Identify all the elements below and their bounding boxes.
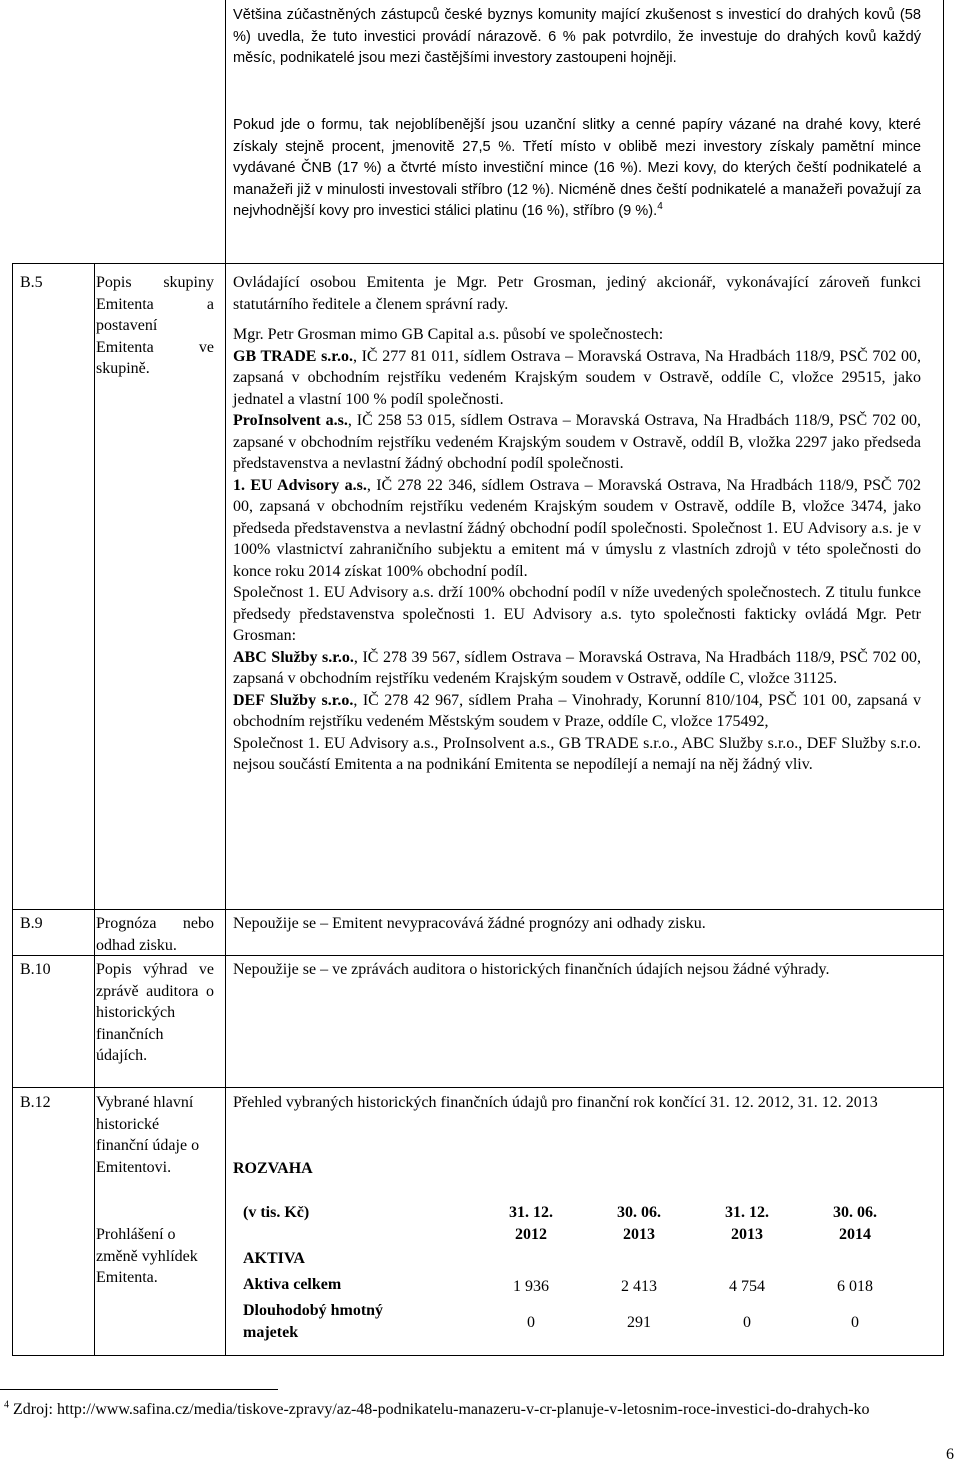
page-number: 6 xyxy=(946,1446,954,1463)
border-row-b5 xyxy=(12,263,944,264)
table-col-header-4: 30. 06. 2014 xyxy=(833,1204,877,1243)
table-row-label-dlouhodoby-majetek: Dlouhodobý hmotný majetek xyxy=(243,1302,384,1341)
border-left-outer xyxy=(12,263,13,1356)
border-right xyxy=(943,0,944,1356)
financial-table xyxy=(243,1200,923,1350)
b5-subsidiaries-intro: Společnost 1. EU Advisory a.s. drží 100% obchodní podíl v níže uvedených společnostech. Z titulu funkce předsedy představenstva společnosti 1. EU Advisory a.s. tyto společnosti fakticky ovládá Mgr. Petr Grosman: xyxy=(233,584,921,644)
section-id-b12: B.12 xyxy=(20,1094,51,1111)
table-cell: 0 xyxy=(527,1314,535,1331)
table-cell: 4 754 xyxy=(729,1278,765,1295)
section-title-b12: Vybrané hlavní historické finanční údaje o Emitentovi. xyxy=(96,1094,200,1176)
intro-paragraph-2 xyxy=(233,115,921,223)
border-left-content xyxy=(225,0,226,263)
footnote xyxy=(4,1399,934,1421)
table-col-header-2: 30. 06. 2013 xyxy=(617,1204,661,1243)
section-id-b10: B.10 xyxy=(20,961,51,978)
table-row-label-aktiva-celkem: Aktiva celkem xyxy=(243,1276,342,1293)
table-cell: 2 413 xyxy=(621,1278,657,1295)
section-title-b10: Popis výhrad ve zprávě auditora o historických finančních údajích. xyxy=(96,961,214,1064)
section-title-b5: Popis skupiny Emitenta a postavení Emitenta ve skupině. xyxy=(96,274,214,377)
b5-summary: Společnost 1. EU Advisory a.s., ProInsolvent a.s., GB TRADE s.r.o., ABC Služby s.r.o., DEF Služby s.r.o. nejsou součástí Emitenta a na podnikání Emitenta se nepodílejí a nemají na něj žádný vliv. xyxy=(233,734,921,773)
b5-company-proinsolvent: ProInsolvent a.s., IČ 258 53 015, sídlem Ostrava – Moravská Ostrava, Na Hradbách 118/9, PSČ 702 00, zapsané v obchodním rejstříku vedeném Krajským soudem v Ostravě, oddíl B, vložka 2297 jako předseda představenstva a nevlastní žádný obchodní podíl společnosti. xyxy=(233,412,922,472)
section-id-b5: B.5 xyxy=(20,274,43,291)
table-cell: 0 xyxy=(743,1314,751,1331)
section-body-b5 xyxy=(233,272,921,776)
section-body-b10: Nepoužije se – ve zprávách auditora o historických finančních údajích nejsou žádné výhrady. xyxy=(233,961,830,978)
table-cell: 0 xyxy=(851,1314,859,1331)
border-row-b12 xyxy=(12,1087,944,1088)
table-col-header-1: 31. 12. 2012 xyxy=(509,1204,553,1243)
border-col-title xyxy=(225,263,226,1356)
intro-p2-part-b: Třetí místo v oblibě mezi investory získaly pamětní mince vydávané ČNB (17 %) a čtvrté místo investiční mince (16 %). Mezi kovy, do kterých čeští podnikatelé a manažeři již v minulosti investovali stříbro (12 %). Nicméně dnes čeští podnikatelé a manažeři považují za nejvhodnější kovy pro investici stálici platinu (16 %), stříbro (9 %). xyxy=(233,138,921,219)
border-bottom xyxy=(12,1355,944,1356)
section-title-b9: Prognóza nebo odhad zisku. xyxy=(96,915,214,954)
table-cell: 6 018 xyxy=(837,1278,873,1295)
table-unit-label: (v tis. Kč) xyxy=(243,1204,310,1221)
b5-controlling-person: Ovládající osobou Emitenta je Mgr. Petr Grosman, jediný akcionář, vykonávající zároveň funkci statutárního ředitele a členem správní rady. xyxy=(233,274,921,313)
b12-heading-rozvaha: ROZVAHA xyxy=(233,1160,313,1177)
table-section-aktiva: AKTIVA xyxy=(243,1250,305,1267)
section-title-b12-outlook: Prohlášení o změně vyhlídek Emitenta. xyxy=(96,1226,198,1286)
footnote-text: Zdroj: http://www.safina.cz/media/tiskove-zpravy/az-48-podnikatelu-manazeru-v-cr-planuje-v-letosnim-roce-investici-do-drahych-ko xyxy=(13,1401,870,1418)
border-row-b9 xyxy=(12,909,944,910)
section-body-b9: Nepoužije se – Emitent nevypracovává žádné prognózy ani odhady zisku. xyxy=(233,915,706,932)
b5-company-def: DEF Služby s.r.o., IČ 278 42 967, sídlem Praha – Vinohrady, Korunní 810/104, PSČ 101 00, zapsaná v obchodním rejstříku vedeném Městským soudem v Praze, oddíle C, vložce 175492, xyxy=(233,691,922,730)
b5-company-gb-trade: GB TRADE s.r.o., IČ 277 81 011, sídlem Ostrava – Moravská Ostrava, Na Hradbách 118/9, PSČ 702 00, zapsaná v obchodním rejstříku vedeném Krajským soudem v Ostravě, oddíle C, vložce 29515, jako jednatel a vlastní 100 % podíl společnosti. xyxy=(233,347,922,408)
table-col-header-3: 31. 12. 2013 xyxy=(725,1204,769,1243)
intro-p2-part-a: Pokud jde o formu, tak nejoblíbenější jsou uzanční slitky a cenné papíry vázané na drahé kovy, které získaly stejně procent, jmenovitě 27,5 %. xyxy=(233,117,921,155)
section-id-b9: B.9 xyxy=(20,915,43,932)
b12-intro: Přehled vybraných historických finančních údajů pro finanční rok končící 31. 12. 2012, 31. 12. 2013 xyxy=(233,1094,878,1111)
footnote-number: 4 xyxy=(4,1399,9,1411)
table-cell: 291 xyxy=(627,1314,651,1331)
b5-companies-intro: Mgr. Petr Grosman mimo GB Capital a.s. působí ve společnostech: xyxy=(233,326,664,343)
footnote-separator xyxy=(0,1389,278,1390)
table-cell: 1 936 xyxy=(513,1278,549,1295)
b5-company-eu-advisory: 1. EU Advisory a.s., IČ 278 22 346, sídlem Ostrava – Moravská Ostrava, Na Hradbách 118/9, PSČ 702 00, zapsaná v obchodním rejstříku vedeném Krajským soudem v Ostravě, oddíle B, vložce 3474, jako předseda představenstva a nevlastní žádný obchodní podíl společnosti. Společnost 1. EU Advisory a.s. je v 100% vlastnictví zahraničního subjektu a emitent má v úmyslu z vlastních zdrojů v této společnosti do konce roku 2014 získat 100% obchodní podíl. xyxy=(233,476,922,580)
intro-paragraph-1: Většina zúčastněných zástupců české byznys komunity mající zkušenost s investicí do drahých kovů (58 %) uvedla, že tuto investici provádí nárazově. 6 % pak potvrdilo, že investuje do drahých kovů každý měsíc, podnikatelé jsou mezi častějšími investory zastoupeni hojněji. xyxy=(233,7,921,66)
border-col-id xyxy=(94,263,95,1356)
b5-company-abc: ABC Služby s.r.o., IČ 278 39 567, sídlem Ostrava – Moravská Ostrava, Na Hradbách 118/9, PSČ 702 00, zapsaná v obchodním rejstříku vedeném Krajským soudem v Ostravě, oddíle C, vložce 31125. xyxy=(233,648,921,687)
footnote-ref: 4 xyxy=(657,201,663,213)
